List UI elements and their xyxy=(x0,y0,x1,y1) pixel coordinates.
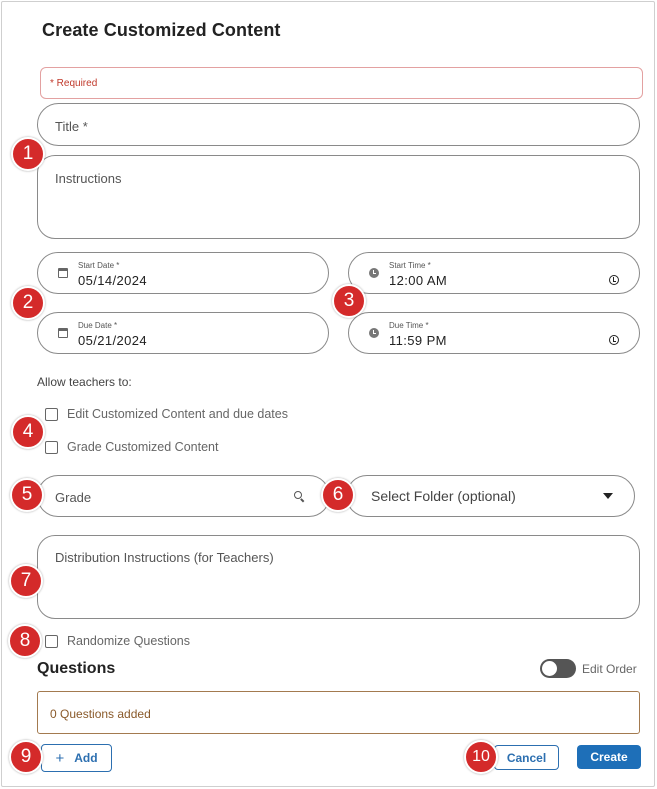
start-date-label: Start Date * xyxy=(78,261,120,270)
start-time-field[interactable] xyxy=(348,252,640,294)
folder-select[interactable] xyxy=(346,475,635,517)
start-time-value: 12:00 AM xyxy=(389,273,448,288)
due-date-label: Due Date * xyxy=(78,321,118,330)
due-date-value: 05/21/2024 xyxy=(78,333,148,348)
clock-icon xyxy=(369,268,379,278)
callout-5: 5 xyxy=(10,478,44,512)
title-input[interactable]: Title * xyxy=(37,103,640,146)
grade-content-checkbox[interactable] xyxy=(45,441,58,454)
grade-content-option[interactable] xyxy=(45,440,218,454)
edit-order-toggle[interactable] xyxy=(540,659,576,678)
start-time-label: Start Time * xyxy=(389,261,431,270)
start-date-value: 05/14/2024 xyxy=(78,273,148,288)
clock-icon xyxy=(369,328,379,338)
due-time-field[interactable] xyxy=(348,312,640,354)
randomize-label: Randomize Questions xyxy=(67,634,190,648)
randomize-option[interactable] xyxy=(45,634,190,648)
grade-content-label: Grade Customized Content xyxy=(67,440,219,454)
questions-heading: Questions xyxy=(37,660,116,677)
callout-9: 9 xyxy=(9,740,43,774)
instructions-input[interactable]: Instructions xyxy=(37,155,640,239)
due-time-value: 11:59 PM xyxy=(389,333,447,348)
callout-10: 10 xyxy=(464,740,498,774)
add-question-button[interactable] xyxy=(41,744,112,772)
edit-content-option[interactable] xyxy=(45,407,288,421)
calendar-icon xyxy=(58,268,68,278)
time-picker-icon[interactable] xyxy=(609,335,619,345)
create-button[interactable]: Create xyxy=(577,745,641,769)
allow-teachers-label: Allow teachers to: xyxy=(37,375,132,389)
grade-search-input[interactable] xyxy=(37,475,330,517)
callout-4: 4 xyxy=(11,415,45,449)
page-title: Create Customized Content xyxy=(42,20,281,40)
randomize-checkbox[interactable] xyxy=(45,635,58,648)
questions-list xyxy=(37,691,640,734)
callout-7: 7 xyxy=(9,564,43,598)
due-time-label: Due Time * xyxy=(389,321,429,330)
cancel-button[interactable]: Cancel xyxy=(494,745,559,770)
edit-content-checkbox[interactable] xyxy=(45,408,58,421)
callout-8: 8 xyxy=(8,624,42,658)
grade-placeholder: Grade xyxy=(55,490,92,505)
caret-down-icon xyxy=(603,493,613,499)
questions-count: 0 Questions added xyxy=(50,707,151,721)
folder-placeholder: Select Folder (optional) xyxy=(371,488,516,504)
calendar-icon xyxy=(58,328,68,338)
callout-2: 2 xyxy=(11,286,45,320)
time-picker-icon[interactable] xyxy=(609,275,619,285)
add-label: Add xyxy=(74,751,98,765)
callout-1: 1 xyxy=(11,137,45,171)
distribution-instructions-input[interactable]: Distribution Instructions (for Teachers) xyxy=(37,535,640,619)
edit-order-label: Edit Order xyxy=(582,662,637,676)
start-date-field[interactable] xyxy=(37,252,329,294)
edit-content-label: Edit Customized Content and due dates xyxy=(67,407,288,421)
required-notice: * Required xyxy=(40,67,643,99)
due-date-field[interactable] xyxy=(37,312,329,354)
callout-6: 6 xyxy=(321,478,355,512)
callout-3: 3 xyxy=(332,284,366,318)
plus-icon: + xyxy=(55,749,65,767)
search-icon[interactable] xyxy=(294,491,302,499)
